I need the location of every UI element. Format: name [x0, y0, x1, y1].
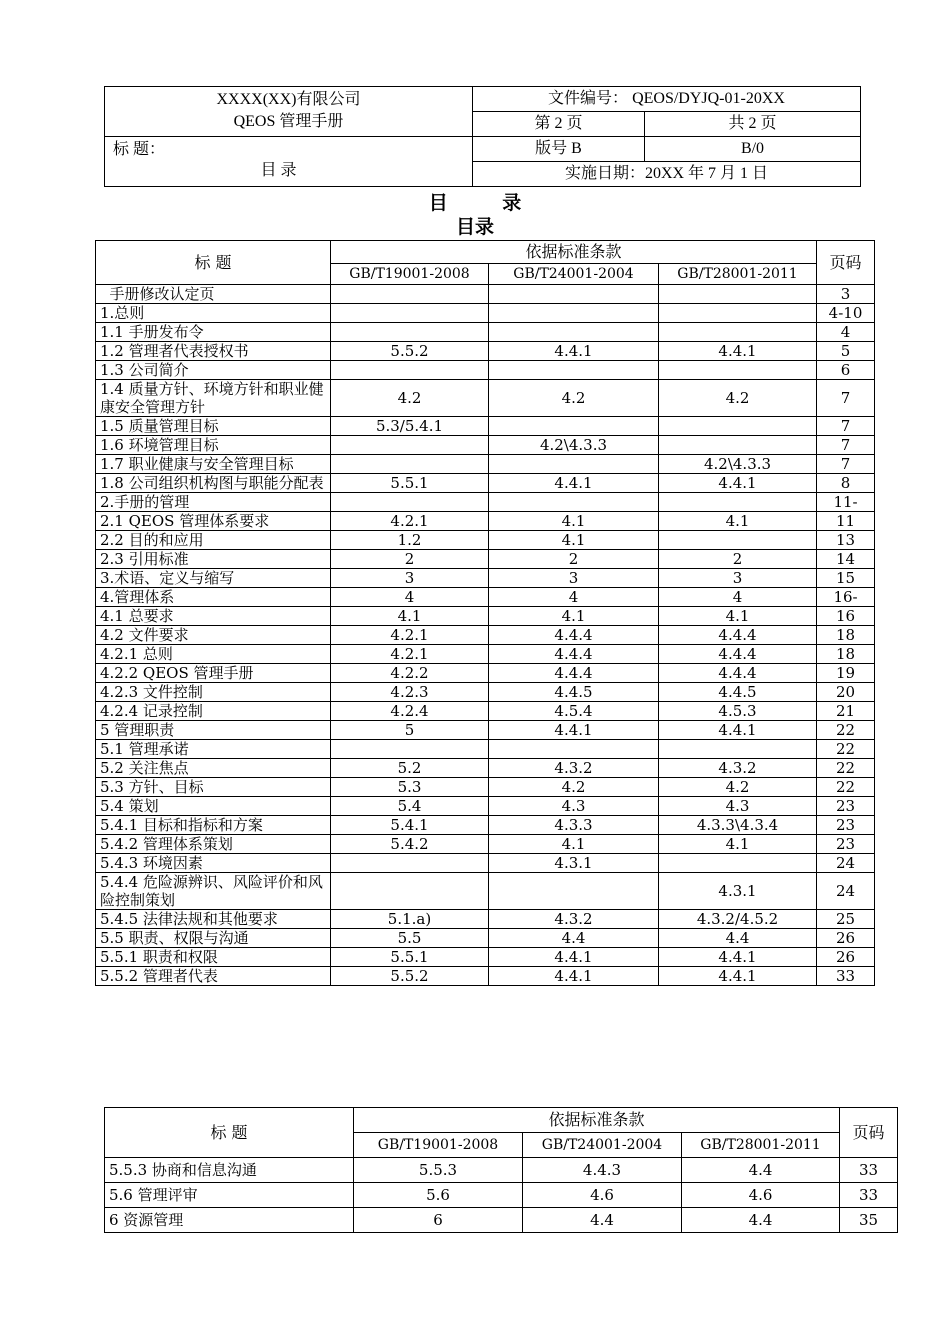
std3-clause: [659, 323, 817, 342]
std1-clause: 5.4.2: [331, 835, 489, 854]
toc-entry-title: 4.1 总要求: [96, 607, 331, 626]
page-total: 共 2 页: [645, 112, 861, 137]
subject-label: 标 题：: [113, 141, 166, 158]
std2-clause: 4.4.4: [489, 645, 659, 664]
page-title: 目录: [455, 216, 494, 238]
toc-entry-title: 4.2 文件要求: [96, 626, 331, 645]
std1-clause: 2: [331, 550, 489, 569]
std3-clause: 4: [659, 588, 817, 607]
page-number-cell: 19: [817, 664, 875, 683]
std1-clause: 5.5.1: [331, 474, 489, 493]
toc-entry-title: 5.3 方针、目标: [96, 778, 331, 797]
page-number-cell: 8: [817, 474, 875, 493]
std2-clause: 4.4.4: [489, 626, 659, 645]
toc-entry-title: 5.5.2 管理者代表: [96, 967, 331, 986]
page-number-cell: 11: [817, 512, 875, 531]
std2-clause: 4.4.1: [489, 342, 659, 361]
table-row: [96, 948, 875, 967]
std3-clause: 4.5.3: [659, 702, 817, 721]
page-number-cell: 26: [817, 929, 875, 948]
std2-clause: [489, 285, 659, 304]
page-number-cell: 24: [817, 873, 875, 910]
page-number-cell: 20: [817, 683, 875, 702]
table-row: [96, 512, 875, 531]
std3-clause: [659, 531, 817, 550]
page-number-cell: 13: [817, 531, 875, 550]
page-number-cell: 5: [817, 342, 875, 361]
std2-clause: 4.4.1: [489, 474, 659, 493]
toc-entry-title: 5.6 管理评审: [105, 1183, 354, 1208]
doc-number-value: QEOS/DYJQ-01-20XX: [632, 90, 785, 107]
toc-entry-title: 5.4.4 危险源辨识、风险评价和风险控制策划: [96, 873, 331, 910]
std3-clause: 4.1: [659, 835, 817, 854]
std1-clause: 5.5: [331, 929, 489, 948]
std1-clause: [331, 361, 489, 380]
table-row: [96, 797, 875, 816]
std3-clause: 4.1: [659, 607, 817, 626]
toc-body: [96, 285, 875, 986]
header-title: 标 题: [105, 1108, 354, 1158]
page-number-cell: 4: [817, 323, 875, 342]
table-row: [96, 721, 875, 740]
toc-entry-title: 5.5.1 职责和权限: [96, 948, 331, 967]
table-row: [96, 929, 875, 948]
page-number-cell: 7: [817, 380, 875, 417]
std3-clause: [659, 854, 817, 873]
table-row: [96, 436, 875, 455]
subject-cell: [105, 137, 473, 187]
page-number-cell: 22: [817, 778, 875, 797]
table-row: [96, 588, 875, 607]
toc-entry-title: 1.2 管理者代表授权书: [96, 342, 331, 361]
table-row: [96, 455, 875, 474]
toc-entry-title: 3.术语、定义与缩写: [96, 569, 331, 588]
table-row: [96, 645, 875, 664]
std3-clause: 4.2: [659, 778, 817, 797]
std1-clause: [331, 873, 489, 910]
std3-clause: [659, 304, 817, 323]
page-number-cell: 21: [817, 702, 875, 721]
header-title: 标 题: [96, 241, 331, 285]
std2-clause: [489, 361, 659, 380]
toc-entry-title: 1.总则: [96, 304, 331, 323]
table-row: [96, 361, 875, 380]
header-basis: 依据标准条款: [354, 1108, 840, 1133]
table-row: [105, 1208, 898, 1233]
table-row: [96, 626, 875, 645]
page-number-cell: 33: [840, 1158, 898, 1183]
std3-clause: 4.1: [659, 512, 817, 531]
std2-clause: 4.2\4.3.3: [489, 436, 659, 455]
table-row: [96, 702, 875, 721]
std1-clause: [331, 493, 489, 512]
page-number-cell: 7: [817, 436, 875, 455]
std2-clause: [489, 323, 659, 342]
table-row: [96, 550, 875, 569]
page-number-cell: 24: [817, 854, 875, 873]
std3-clause: [659, 285, 817, 304]
table-row: [96, 474, 875, 493]
page-number-cell: 26: [817, 948, 875, 967]
std2-clause: [489, 417, 659, 436]
std1-clause: 5.5.2: [331, 342, 489, 361]
page-number-cell: 3: [817, 285, 875, 304]
table-row: [96, 285, 875, 304]
std1-clause: 5.5.3: [354, 1158, 523, 1183]
std2-clause: 4.4: [523, 1208, 682, 1233]
table-row: [96, 759, 875, 778]
std2-clause: [489, 493, 659, 512]
std1-clause: 5.4.1: [331, 816, 489, 835]
page-number-cell: 4-10: [817, 304, 875, 323]
toc-entry-title: 1.5 质量管理目标: [96, 417, 331, 436]
toc-entry-title: 2.1 QEOS 管理体系要求: [96, 512, 331, 531]
std1-clause: [331, 455, 489, 474]
std3-clause: 4.2\4.3.3: [659, 455, 817, 474]
table-row: [96, 854, 875, 873]
std3-clause: 3: [659, 569, 817, 588]
header-std3: GB/T28001-2011: [682, 1133, 840, 1158]
toc-entry-title: 5.4.1 目标和指标和方案: [96, 816, 331, 835]
std3-clause: [659, 436, 817, 455]
std3-clause: 4.4.1: [659, 474, 817, 493]
toc-entry-title: 4.2.2 QEOS 管理手册: [96, 664, 331, 683]
toc-entry-title: 5 管理职责: [96, 721, 331, 740]
page-number-cell: 7: [817, 417, 875, 436]
doc-number-label: 文件编号：: [548, 90, 629, 107]
page-number-cell: 16-: [817, 588, 875, 607]
toc-entry-title: 4.2.3 文件控制: [96, 683, 331, 702]
header-std2: GB/T24001-2004: [523, 1133, 682, 1158]
std3-clause: 4.4.1: [659, 948, 817, 967]
toc-entry-title: 2.3 引用标准: [96, 550, 331, 569]
std1-clause: 4.2: [331, 380, 489, 417]
std2-clause: 2: [489, 550, 659, 569]
std1-clause: 1.2: [331, 531, 489, 550]
std3-clause: 4.4.5: [659, 683, 817, 702]
page-number-cell: 35: [840, 1208, 898, 1233]
std1-clause: 4.2.4: [331, 702, 489, 721]
table-row: [96, 304, 875, 323]
document-header: [104, 86, 861, 187]
std1-clause: 5.5.2: [331, 967, 489, 986]
toc-entry-title: 手册修改认定页: [96, 285, 331, 304]
std3-clause: [659, 417, 817, 436]
std1-clause: 4: [331, 588, 489, 607]
std2-clause: [489, 455, 659, 474]
std2-clause: 4.4.5: [489, 683, 659, 702]
std2-clause: 4.4.1: [489, 948, 659, 967]
toc-entry-title: 1.4 质量方针、环境方针和职业健康安全管理方针: [96, 380, 331, 417]
toc-entry-title: 5.5.3 协商和信息沟通: [105, 1158, 354, 1183]
std2-clause: 4.4.1: [489, 967, 659, 986]
page-number-cell: 22: [817, 721, 875, 740]
toc-entry-title: 5.4.5 法律法规和其他要求: [96, 910, 331, 929]
std2-clause: 4.3.2: [489, 910, 659, 929]
std3-clause: 4.4.1: [659, 721, 817, 740]
table-row: [96, 569, 875, 588]
page-number-cell: 33: [840, 1183, 898, 1208]
std1-clause: [331, 436, 489, 455]
std2-clause: 4.4.3: [523, 1158, 682, 1183]
std3-clause: 4.4.4: [659, 626, 817, 645]
table-row: [96, 493, 875, 512]
table-row: [96, 967, 875, 986]
table-row: [96, 380, 875, 417]
table-row: [96, 683, 875, 702]
std1-clause: 4.2.1: [331, 645, 489, 664]
std2-clause: 4: [489, 588, 659, 607]
page-number-cell: 22: [817, 759, 875, 778]
std3-clause: 4.3.3\4.3.4: [659, 816, 817, 835]
toc-entry-title: 4.2.1 总则: [96, 645, 331, 664]
std2-clause: 4.3.1: [489, 854, 659, 873]
page-number-cell: 7: [817, 455, 875, 474]
page-number-cell: 14: [817, 550, 875, 569]
std3-clause: 4.4.4: [659, 664, 817, 683]
toc-entry-title: 5.4.3 环境因素: [96, 854, 331, 873]
std3-clause: 4.3.1: [659, 873, 817, 910]
std3-clause: [659, 493, 817, 512]
table-row: [105, 1158, 898, 1183]
std1-clause: 5.5.1: [331, 948, 489, 967]
toc-entry-title: 5.4.2 管理体系策划: [96, 835, 331, 854]
toc-entry-title: 1.8 公司组织机构图与职能分配表: [96, 474, 331, 493]
std1-clause: [331, 285, 489, 304]
page-number-cell: 16: [817, 607, 875, 626]
std2-clause: 4.6: [523, 1183, 682, 1208]
std2-clause: 4.3: [489, 797, 659, 816]
header-page: 页码: [817, 241, 875, 285]
std1-clause: [331, 304, 489, 323]
std2-clause: 4.1: [489, 531, 659, 550]
toc-entry-title: 6 资源管理: [105, 1208, 354, 1233]
table-row: [96, 835, 875, 854]
company-name: XXXX(XX)有限公司: [216, 91, 361, 108]
std2-clause: 4.1: [489, 512, 659, 531]
std3-clause: 4.4: [682, 1158, 840, 1183]
std1-clause: [331, 323, 489, 342]
toc-entry-title: 1.7 职业健康与安全管理目标: [96, 455, 331, 474]
std1-clause: 5.3: [331, 778, 489, 797]
page-number-cell: 22: [817, 740, 875, 759]
toc-entry-title: 5.4 策划: [96, 797, 331, 816]
std2-clause: [489, 304, 659, 323]
std2-clause: 4.4: [489, 929, 659, 948]
std1-clause: 5: [331, 721, 489, 740]
toc-entry-title: 2.手册的管理: [96, 493, 331, 512]
std1-clause: [331, 854, 489, 873]
page-number-cell: 25: [817, 910, 875, 929]
page-number-cell: 6: [817, 361, 875, 380]
std2-clause: 4.4.4: [489, 664, 659, 683]
std1-clause: 5.3/5.4.1: [331, 417, 489, 436]
header-std2: GB/T24001-2004: [489, 264, 659, 285]
toc-table: [95, 240, 875, 986]
page-number-cell: 18: [817, 626, 875, 645]
std1-clause: 3: [331, 569, 489, 588]
toc-entry-title: 5.5 职责、权限与沟通: [96, 929, 331, 948]
table-row: [96, 531, 875, 550]
header-std1: GB/T19001-2008: [354, 1133, 523, 1158]
std3-clause: 4.3: [659, 797, 817, 816]
header-std1: GB/T19001-2008: [331, 264, 489, 285]
std2-clause: 4.3.2: [489, 759, 659, 778]
std1-clause: 5.2: [331, 759, 489, 778]
std2-clause: 3: [489, 569, 659, 588]
table-row: [96, 778, 875, 797]
page-number-cell: 18: [817, 645, 875, 664]
table-row: [96, 607, 875, 626]
toc-entry-title: 4.管理体系: [96, 588, 331, 607]
std1-clause: 4.2.2: [331, 664, 489, 683]
std1-clause: 5.1.a): [331, 910, 489, 929]
page-number-cell: 23: [817, 816, 875, 835]
std2-clause: 4.5.4: [489, 702, 659, 721]
std1-clause: 5.4: [331, 797, 489, 816]
std3-clause: 4.4.1: [659, 342, 817, 361]
std1-clause: 4.2.1: [331, 512, 489, 531]
doc-number: [473, 87, 861, 112]
header-page: 页码: [840, 1108, 898, 1158]
std3-clause: 4.3.2: [659, 759, 817, 778]
std2-clause: 4.4.1: [489, 721, 659, 740]
page-number-cell: 15: [817, 569, 875, 588]
company-cell: [105, 87, 473, 137]
toc-entry-title: 1.1 手册发布令: [96, 323, 331, 342]
effective-date: 实施日期：20XX 年 7 月 1 日: [473, 162, 861, 187]
subject-value: 目 录: [260, 162, 297, 179]
manual-name: QEOS 管理手册: [233, 113, 344, 130]
page-number-cell: 23: [817, 835, 875, 854]
table-row: [105, 1183, 898, 1208]
header-basis: 依据标准条款: [331, 241, 817, 264]
table-row: [96, 342, 875, 361]
std3-clause: 2: [659, 550, 817, 569]
std3-clause: 4.4: [682, 1208, 840, 1233]
header-std3: GB/T28001-2011: [659, 264, 817, 285]
std2-clause: [489, 740, 659, 759]
table-row: [96, 740, 875, 759]
std2-clause: 4.3.3: [489, 816, 659, 835]
std3-clause: [659, 740, 817, 759]
page-number-cell: 23: [817, 797, 875, 816]
page-number-cell: 11-: [817, 493, 875, 512]
std3-clause: 4.3.2/4.5.2: [659, 910, 817, 929]
table-row: [96, 323, 875, 342]
toc-entry-title: 1.3 公司简介: [96, 361, 331, 380]
toc-entry-title: 1.6 环境管理目标: [96, 436, 331, 455]
std3-clause: 4.4.4: [659, 645, 817, 664]
toc-entry-title: 5.2 关注焦点: [96, 759, 331, 778]
std1-clause: 5.6: [354, 1183, 523, 1208]
table-row: [96, 873, 875, 910]
table-row: [96, 910, 875, 929]
table-row: [96, 417, 875, 436]
std1-clause: [331, 740, 489, 759]
std1-clause: 4.2.3: [331, 683, 489, 702]
page-number: 第 2 页: [473, 112, 645, 137]
version-value: B/0: [645, 137, 861, 162]
version-label: 版号 B: [473, 137, 645, 162]
std1-clause: 6: [354, 1208, 523, 1233]
std2-clause: 4.2: [489, 778, 659, 797]
table-row: [96, 816, 875, 835]
toc-entry-title: 5.1 管理承诺: [96, 740, 331, 759]
std2-clause: 4.2: [489, 380, 659, 417]
std3-clause: 4.2: [659, 380, 817, 417]
std1-clause: 4.1: [331, 607, 489, 626]
std2-clause: 4.1: [489, 835, 659, 854]
toc-body-continued: [105, 1158, 898, 1233]
std3-clause: [659, 361, 817, 380]
toc-entry-title: 4.2.4 记录控制: [96, 702, 331, 721]
page-number-cell: 33: [817, 967, 875, 986]
toc-table-continued: [104, 1107, 898, 1233]
std1-clause: 4.2.1: [331, 626, 489, 645]
table-row: [96, 664, 875, 683]
page-title-spaced: 目 录: [428, 192, 546, 214]
std2-clause: [489, 873, 659, 910]
std3-clause: 4.4: [659, 929, 817, 948]
std3-clause: 4.6: [682, 1183, 840, 1208]
toc-entry-title: 2.2 目的和应用: [96, 531, 331, 550]
std2-clause: 4.1: [489, 607, 659, 626]
std3-clause: 4.4.1: [659, 967, 817, 986]
